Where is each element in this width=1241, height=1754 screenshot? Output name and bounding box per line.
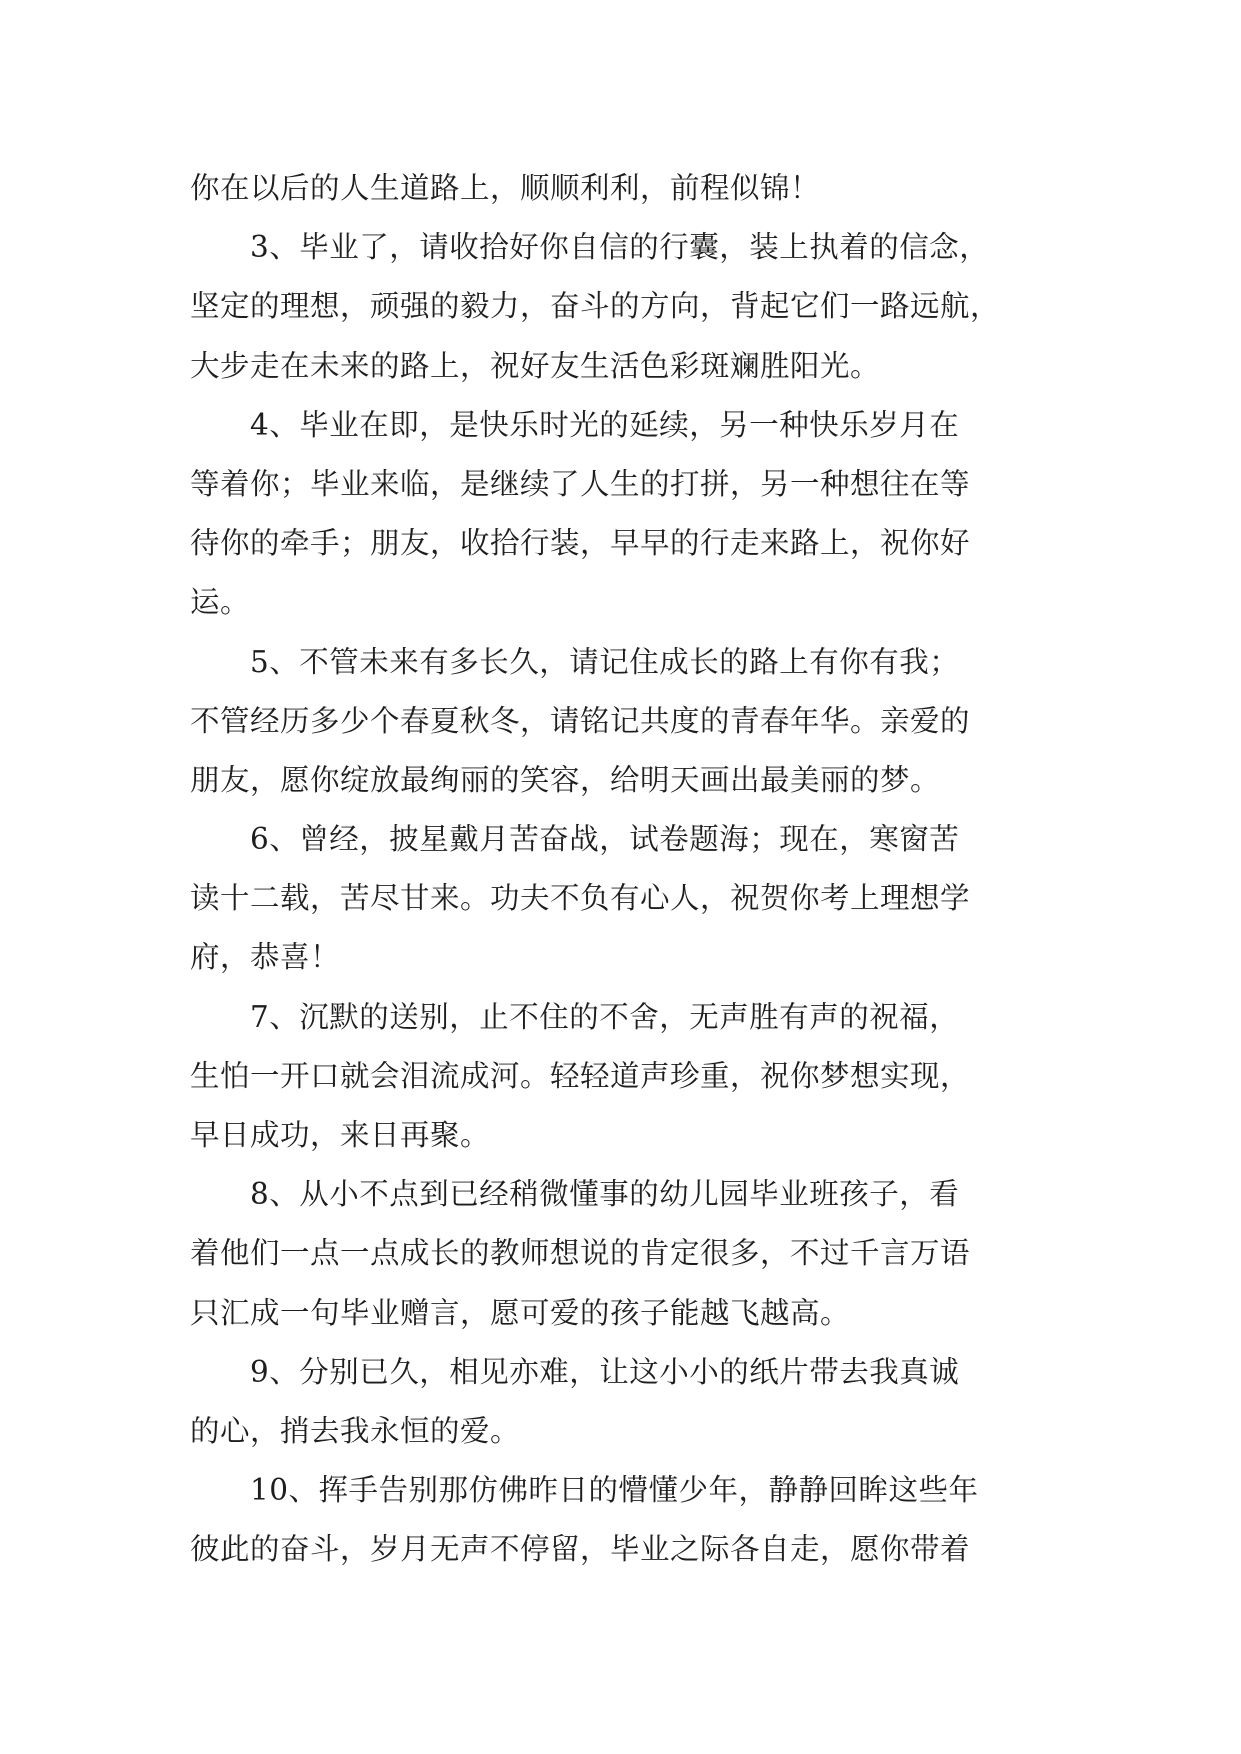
text-line: 坚定的理想，顽强的毅力，奋斗的方向，背起它们一路远航， [190, 289, 1001, 324]
text-line: 5、不管未来有多长久，请记住成长的路上有你有我； [250, 644, 960, 679]
text-line: 6、曾经，披星戴月苦奋战，试卷题海；现在，寒窗苦 [250, 822, 960, 857]
text-line: 大步走在未来的路上，祝好友生活色彩斑斓胜阳光。 [190, 348, 881, 383]
text-line: 早日成功，来日再聚。 [190, 1118, 491, 1152]
text-line: 府，恭喜！ [190, 940, 341, 975]
text-line: 运。 [190, 585, 251, 620]
text-line: 8、从小不点到已经稍微懂事的幼儿园毕业班孩子，看 [250, 1177, 960, 1212]
text-line: 等着你；毕业来临，是继续了人生的打拼，另一种想往在等 [190, 466, 971, 501]
text-line: 4、毕业在即，是快乐时光的延续，另一种快乐岁月在 [250, 407, 960, 442]
text-line: 你在以后的人生道路上，顺顺利利，前程似锦！ [190, 171, 821, 205]
text-line: 7、沉默的送别，止不住的不舍，无声胜有声的祝福， [250, 999, 960, 1034]
text-line: 着他们一点一点成长的教师想说的肯定很多，不过千言万语 [190, 1236, 971, 1271]
text-line: 生怕一开口就会泪流成河。轻轻道声珍重，祝你梦想实现， [190, 1058, 971, 1093]
text-line: 10、挥手告别那仿佛昨日的懵懂少年，静静回眸这些年 [250, 1473, 979, 1508]
text-line: 彼此的奋斗，岁月无声不停留，毕业之际各自走，愿你带着 [190, 1532, 971, 1567]
text-line: 不管经历多少个春夏秋冬，请铭记共度的青春年华。亲爱的 [190, 703, 971, 738]
text-line: 的心，捎去我永恒的爱。 [190, 1413, 521, 1448]
text-line: 3、毕业了，请收拾好你自信的行囊，装上执着的信念， [250, 230, 990, 265]
text-line: 读十二载，苦尽甘来。功夫不负有心人，祝贺你考上理想学 [190, 881, 971, 916]
document-body [190, 159, 1075, 1580]
text-line: 待你的牵手；朋友，收拾行装，早早的行走来路上，祝你好 [190, 526, 971, 561]
text-line: 朋友，愿你绽放最绚丽的笑容，给明天画出最美丽的梦。 [190, 762, 941, 797]
text-line: 只汇成一句毕业赠言，愿可爱的孩子能越飞越高。 [190, 1295, 851, 1330]
text-line: 9、分别已久，相见亦难，让这小小的纸片带去我真诚 [250, 1354, 960, 1389]
